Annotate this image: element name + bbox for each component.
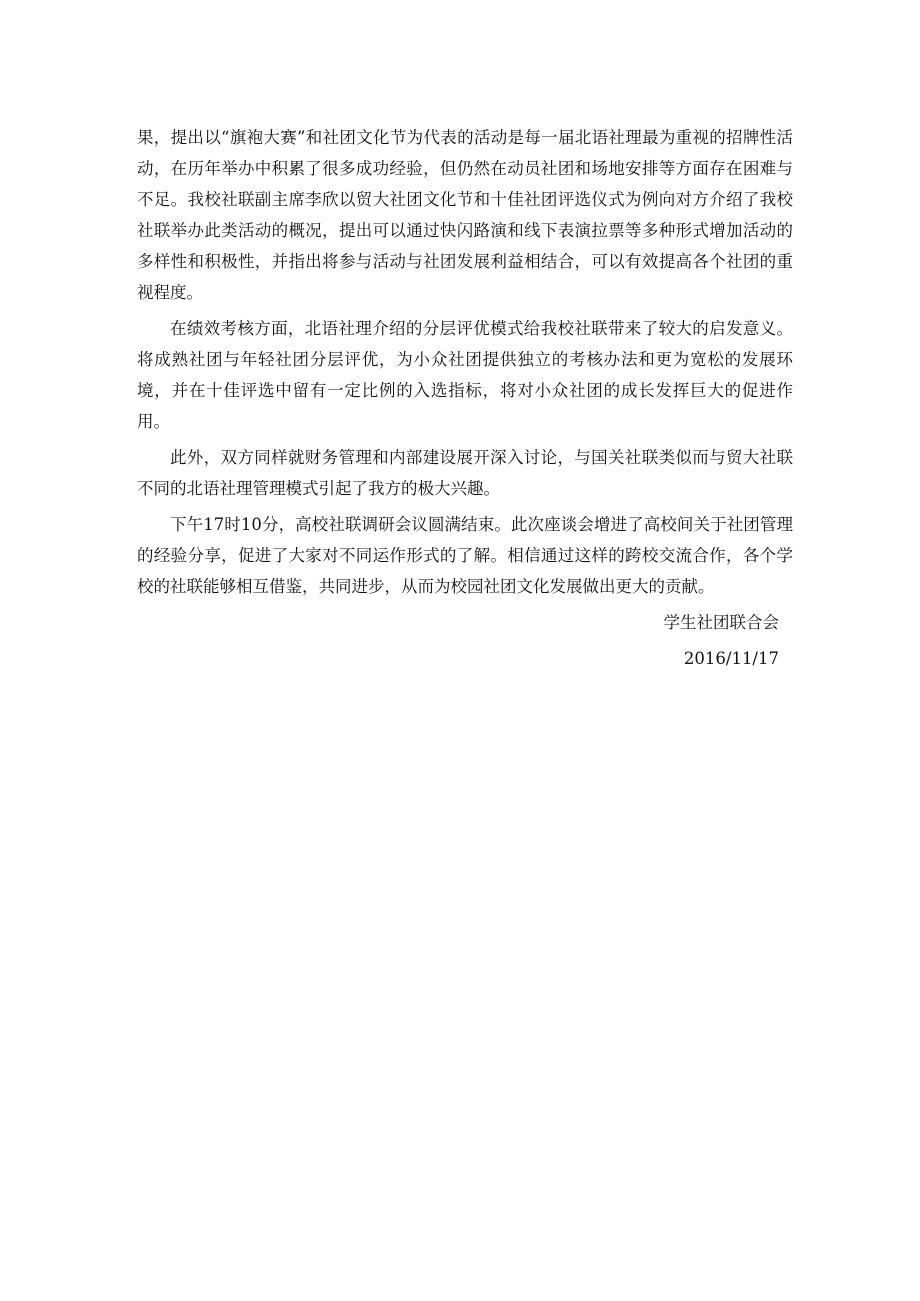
document-body [137, 122, 793, 674]
paragraph-finance-management: 此外，双方同样就财务管理和内部建设展开深入讨论，与国关社联类似而与贸大社联不同的北语社理管理模式引起了我方的极大兴趣。 [137, 448, 793, 498]
paragraph-meeting-conclusion: 下午17时10分，高校社联调研会议圆满结束。此次座谈会增进了高校间关于社团管理的经验分享，促进了大家对不同运作形式的了解。相信通过这样的跨校交流合作，各个学校的社联能够相互借鉴，共同进步，从而为校园社团文化发展做出更大的贡献。 [137, 515, 793, 596]
paragraph-performance-evaluation: 在绩效考核方面，北语社理介绍的分层评优模式给我校社联带来了较大的启发意义。将成熟社团与年轻社团分层评优，为小众社团提供独立的考核办法和更为宽松的发展环境，并在十佳评选中留有一定比例的入选指标，将对小众社团的成长发挥巨大的促进作用。 [137, 319, 793, 431]
signature-date: 2016/11/17 [683, 649, 779, 668]
paragraph-activities-continued: 果，提出以“旗袍大赛”和社团文化节为代表的活动是每一届北语社理最为重视的招牌性活动，在历年举办中积累了很多成功经验，但仍然在动员社团和场地安排等方面存在困难与不足。我校社联副主席李欣以贸大社团文化节和十佳社团评选仪式为例向对方介绍了我校社联举办此类活动的概况，提出可以通过快闪路演和线下表演拉票等多种形式增加活动的多样性和积极性，并指出将参与活动与社团发展利益相结合，可以有效提高各个社团的重视程度。 [137, 128, 793, 302]
signature-organization: 学生社团联合会 [663, 613, 779, 632]
